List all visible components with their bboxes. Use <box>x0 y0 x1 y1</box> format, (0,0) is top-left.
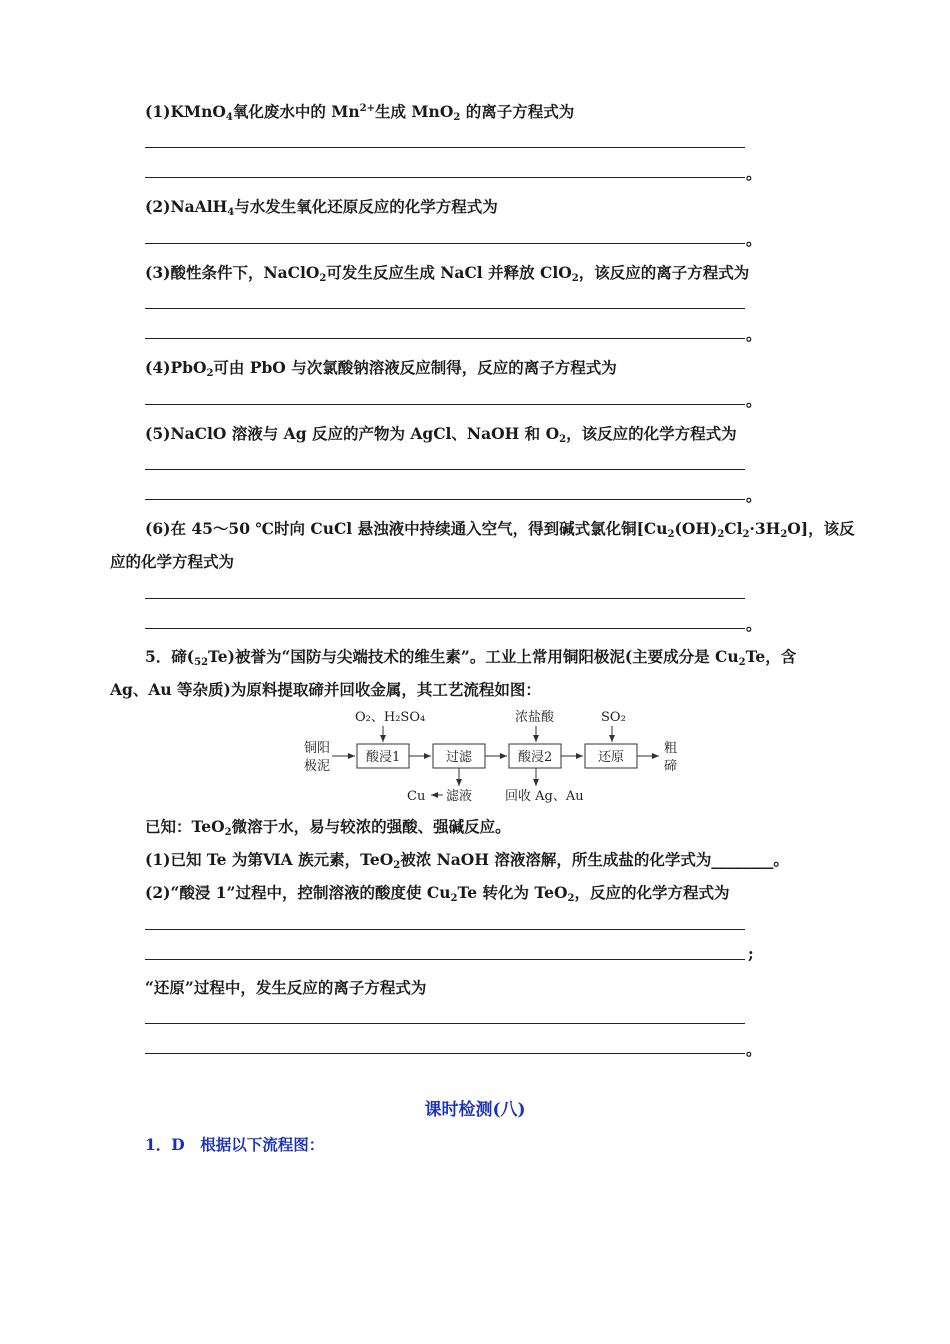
step-reduction-label: 还原 <box>598 750 625 765</box>
q5-stem-line2: Ag、Au 等杂质)为原料提取碲并回收金属，其工艺流程如图： <box>110 680 541 699</box>
step-filter-label: 过滤 <box>446 750 473 765</box>
output-recover-ag-au: 回收 Ag、Au <box>505 789 584 804</box>
start-material-line1: 铜阳 <box>304 741 331 756</box>
end-period: 。 <box>746 486 762 505</box>
q5-part1-prompt: (1)已知 Te 为第ⅥA 族元素，TeO$_2$被浓 NaOH 溶液溶解，所生成盐的化学式为________。 <box>145 850 789 871</box>
answer-blank[interactable] <box>145 929 745 930</box>
q4-part4-prompt: (4)PbO$_2$可由 PbO 与次氯酸钠溶液反应制得，反应的离子方程式为 <box>145 358 617 379</box>
output-filtrate: 滤液 <box>446 789 473 804</box>
answer-blank[interactable] <box>145 404 745 405</box>
product-crude-te-line2: 碲 <box>664 759 678 774</box>
reagent-o2-h2so4: O₂、H₂SO₄ <box>355 710 426 725</box>
answer-blank[interactable] <box>145 499 745 500</box>
end-period: 。 <box>746 164 762 183</box>
answer-blank[interactable] <box>145 628 745 629</box>
answer-blank[interactable] <box>145 469 745 470</box>
end-period: 。 <box>746 615 762 634</box>
answer-blank[interactable] <box>145 338 745 339</box>
end-period: 。 <box>746 1040 762 1059</box>
q5-reduction-prompt: “还原”过程中，发生反应的离子方程式为 <box>145 978 427 997</box>
q4-part6-prompt: (6)在 45～50 ℃时向 CuCl 悬浊液中持续通入空气，得到碱式氯化铜$[Cu_2(OH)_2Cl_2\cdot 3H_2O]$，该反 <box>145 519 855 540</box>
product-crude-te-line1: 粗 <box>664 741 678 756</box>
answer-blank[interactable] <box>145 1023 745 1024</box>
answer-blank[interactable] <box>145 598 745 599</box>
end-period: 。 <box>746 325 762 344</box>
q4-part6-prompt-cont: 应的化学方程式为 <box>110 552 235 571</box>
answer-blank[interactable] <box>145 243 745 244</box>
process-flow-diagram <box>300 706 700 806</box>
q4-part3-prompt: (3)酸性条件下，NaClO$_2$可发生反应生成 NaCl 并释放 ClO$_2$，该反应的离子方程式为 <box>145 263 750 284</box>
end-period: 。 <box>746 230 762 249</box>
answer-blank[interactable] <box>145 959 745 960</box>
answer-blank[interactable] <box>145 308 745 309</box>
end-period: 。 <box>746 391 762 410</box>
answer-section-title: 课时检测(八) <box>424 1100 526 1120</box>
end-semicolon: ; <box>748 944 754 963</box>
reagent-so2: SO₂ <box>601 710 626 725</box>
q5-stem-line1: 5．碲$(_{52}Te)$被誉为“国防与尖端技术的维生素”。工业上常用铜阳极泥(主要成分是 $Cu_2Te$，含 <box>145 647 797 668</box>
q4-part2-prompt: (2)NaAlH$_4$与水发生氧化还原反应的化学方程式为 <box>145 197 498 218</box>
start-material-line2: 极泥 <box>304 759 331 774</box>
q5-known-info: 已知：TeO$_2$微溶于水，易与较浓的强酸、强碱反应。 <box>145 817 511 838</box>
answer-blank[interactable] <box>145 1053 745 1054</box>
output-cu: Cu <box>407 789 426 804</box>
q4-part5-prompt: (5)NaClO 溶液与 Ag 反应的产物为 AgCl、NaOH 和 $O_2$，该反应的化学方程式为 <box>145 424 737 445</box>
step-acid-leach-1-label: 酸浸1 <box>366 750 401 765</box>
reagent-conc-hcl: 浓盐酸 <box>515 710 555 725</box>
answer-blank[interactable] <box>145 177 745 178</box>
q5-part2-prompt: (2)“酸浸 1”过程中，控制溶液的酸度使 $Cu_2Te$ 转化为 TeO$_2$，反应的化学方程式为 <box>145 883 730 904</box>
q4-part1-prompt: (1)KMnO$_4$氧化废水中的 $Mn^{2+}$生成 MnO$_2$ 的离子方程式为 <box>145 102 575 123</box>
answer-blank[interactable] <box>145 147 745 148</box>
step-acid-leach-2-label: 酸浸2 <box>518 750 553 765</box>
answer-line-1: 1．D 根据以下流程图： <box>145 1135 325 1154</box>
